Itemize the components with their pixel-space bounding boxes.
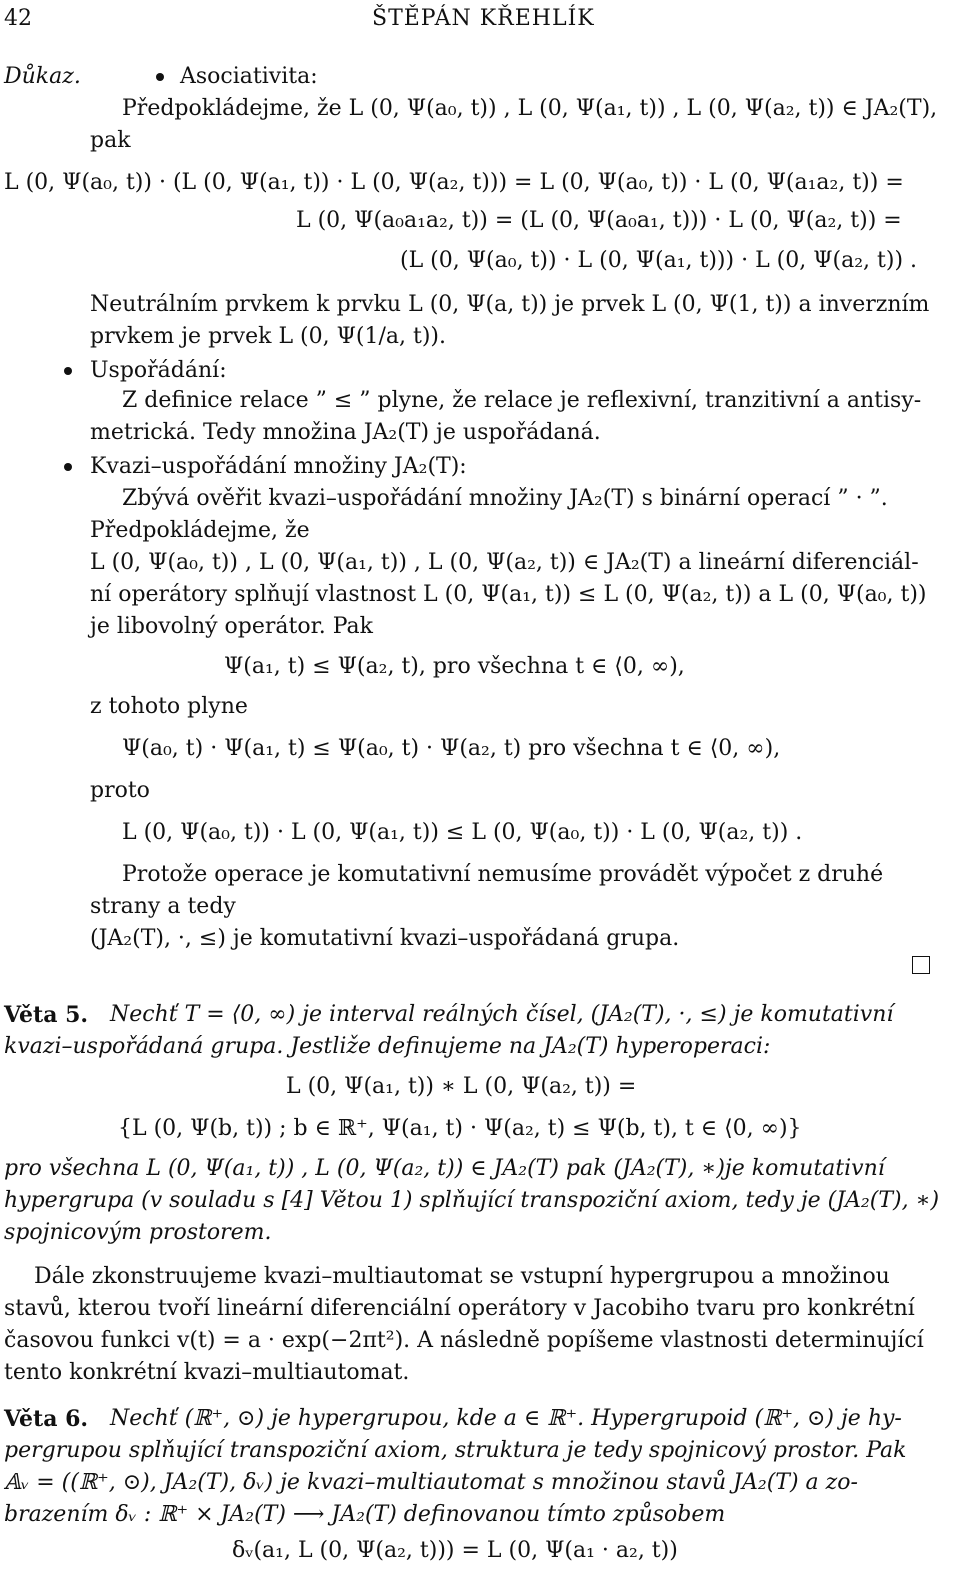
inequality-1: Ψ(a₁, t) ≤ Ψ(a₂, t), pro všechna t ∈ ⟨0, ∞),	[224, 654, 685, 679]
theorem-5-label: Věta 5.	[4, 1002, 89, 1028]
quasi-line-1: Zbývá ověřit kvazi–uspořádání množiny JA₂(T) s binární operací ” · ”.	[122, 486, 888, 511]
assoc-pak: pak	[90, 128, 131, 153]
proto: proto	[90, 778, 150, 803]
paragraph-line-2: stavů, kterou tvoří lineární diferenciální operátory v Jacobiho tvaru pro konkrétní	[4, 1296, 915, 1321]
quasi-line-5: je libovolný operátor. Pak	[90, 614, 373, 639]
quasi-line-2: Předpokládejme, že	[90, 518, 310, 543]
proof-label: Důkaz.	[4, 64, 81, 89]
inequality-2: Ψ(a₀, t) · Ψ(a₁, t) ≤ Ψ(a₀, t) · Ψ(a₂, t) pro všechna t ∈ ⟨0, ∞),	[122, 736, 781, 761]
theorem-5-formula-1: L (0, Ψ(a₁, t)) ∗ L (0, Ψ(a₂, t)) =	[286, 1074, 637, 1099]
commutative-line-3: (JA₂(T), ·, ≤) je komutativní kvazi–uspořádaná grupa.	[90, 926, 680, 951]
equation-line-1: L (0, Ψ(a₀, t)) · (L (0, Ψ(a₁, t)) · L (0, Ψ(a₂, t))) = L (0, Ψ(a₀, t)) · L (0, Ψ(a₁a₂, t)) =	[4, 170, 904, 195]
theorem-6-line-1: Nechť (ℝ⁺, ⊙) je hypergrupou, kde a ∈ ℝ⁺. Hypergrupoid (ℝ⁺, ⊙) je hy-	[110, 1406, 902, 1431]
bullet-icon	[64, 367, 72, 375]
theorem-6-line-2: pergrupou splňující transpoziční axiom, struktura je tedy spojnicový prostor. Pak	[4, 1438, 907, 1463]
z-tohoto-plyne: z tohoto plyne	[90, 694, 248, 719]
neutral-element-line-2: prvkem je prvek L (0, Ψ(1/a, t)).	[90, 324, 446, 349]
theorem-5-line-1: Nechť T = ⟨0, ∞) je interval reálných čísel, (JA₂(T), ·, ≤) je komutativní	[110, 1002, 894, 1027]
paragraph-line-3: časovou funkci v(t) = a · exp(−2πt²). A následně popíšeme vlastnosti determinující	[4, 1328, 924, 1353]
quasi-line-3: L (0, Ψ(a₀, t)) , L (0, Ψ(a₁, t)) , L (0, Ψ(a₂, t)) ∈ JA₂(T) a lineární diferenciál-	[90, 550, 919, 575]
bullet-icon	[64, 463, 72, 471]
neutral-element-line-1: Neutrálním prvkem k prvku L (0, Ψ(a, t)) je prvek L (0, Ψ(1, t)) a inverzním	[90, 292, 930, 317]
inequality-3: L (0, Ψ(a₀, t)) · L (0, Ψ(a₁, t)) ≤ L (0, Ψ(a₀, t)) · L (0, Ψ(a₂, t)) .	[122, 820, 803, 845]
theorem-5-line-2: kvazi–uspořádaná grupa. Jestliže definujeme na JA₂(T) hyperoperaci:	[4, 1034, 771, 1059]
theorem-5-line-5: spojnicovým prostorem.	[4, 1220, 272, 1245]
assoc-assumption: Předpokládejme, že L (0, Ψ(a₀, t)) , L (0, Ψ(a₁, t)) , L (0, Ψ(a₂, t)) ∈ JA₂(T),	[122, 96, 938, 121]
paragraph-line-4: tento konkrétní kvazi–multiautomat.	[4, 1360, 410, 1385]
equation-line-2: L (0, Ψ(a₀a₁a₂, t)) = (L (0, Ψ(a₀a₁, t))) · L (0, Ψ(a₂, t)) =	[296, 208, 902, 233]
order-line-1: Z definice relace ” ≤ ” plyne, že relace je reflexivní, tranzitivní a antisy-	[122, 388, 922, 413]
paragraph-line-1: Dále zkonstruujeme kvazi–multiautomat se vstupní hypergrupou a množinou	[34, 1264, 890, 1289]
bullet-icon	[156, 73, 164, 81]
theorem-6-line-4: brazením δᵥ : ℝ⁺ × JA₂(T) ⟶ JA₂(T) definovanou tímto způsobem	[4, 1502, 726, 1527]
theorem-5-line-3: pro všechna L (0, Ψ(a₁, t)) , L (0, Ψ(a₂, t)) ∈ JA₂(T) pak (JA₂(T), ∗)je komutativní	[4, 1156, 885, 1181]
equation-line-3: (L (0, Ψ(a₀, t)) · L (0, Ψ(a₁, t))) · L (0, Ψ(a₂, t)) .	[400, 248, 918, 273]
commutative-line-1: Protože operace je komutativní nemusíme provádět výpočet z druhé	[122, 862, 884, 887]
quasi-line-4: ní operátory splňují vlastnost L (0, Ψ(a₁, t)) ≤ L (0, Ψ(a₂, t)) a L (0, Ψ(a₀, t))	[90, 582, 927, 607]
order-line-2: metrická. Tedy množina JA₂(T) je uspořádaná.	[90, 420, 601, 445]
assoc-title: Asociativita:	[180, 64, 318, 89]
theorem-5-formula-2: {L (0, Ψ(b, t)) ; b ∈ ℝ⁺, Ψ(a₁, t) · Ψ(a₂, t) ≤ Ψ(b, t), t ∈ ⟨0, ∞)}	[118, 1116, 802, 1141]
theorem-6-formula: δᵥ(a₁, L (0, Ψ(a₂, t))) = L (0, Ψ(a₁ · a₂, t))	[232, 1538, 678, 1563]
running-header-author: ŠTĚPÁN KŘEHLÍK	[372, 6, 595, 31]
theorem-6-line-3: 𝔸ᵥ = ((ℝ⁺, ⊙), JA₂(T), δᵥ) je kvazi–multiautomat s množinou stavů JA₂(T) a zo-	[4, 1470, 858, 1495]
quasi-title: Kvazi–uspořádání množiny JA₂(T):	[90, 454, 467, 479]
order-title: Uspořádání:	[90, 358, 227, 383]
page-number: 42	[4, 6, 32, 31]
commutative-line-2: strany a tedy	[90, 894, 236, 919]
theorem-6-label: Věta 6.	[4, 1406, 89, 1432]
qed-square-icon	[912, 956, 930, 974]
theorem-5-line-4: hypergrupa (v souladu s [4] Větou 1) splňující transpoziční axiom, tedy je (JA₂(T), ∗)	[4, 1188, 940, 1213]
